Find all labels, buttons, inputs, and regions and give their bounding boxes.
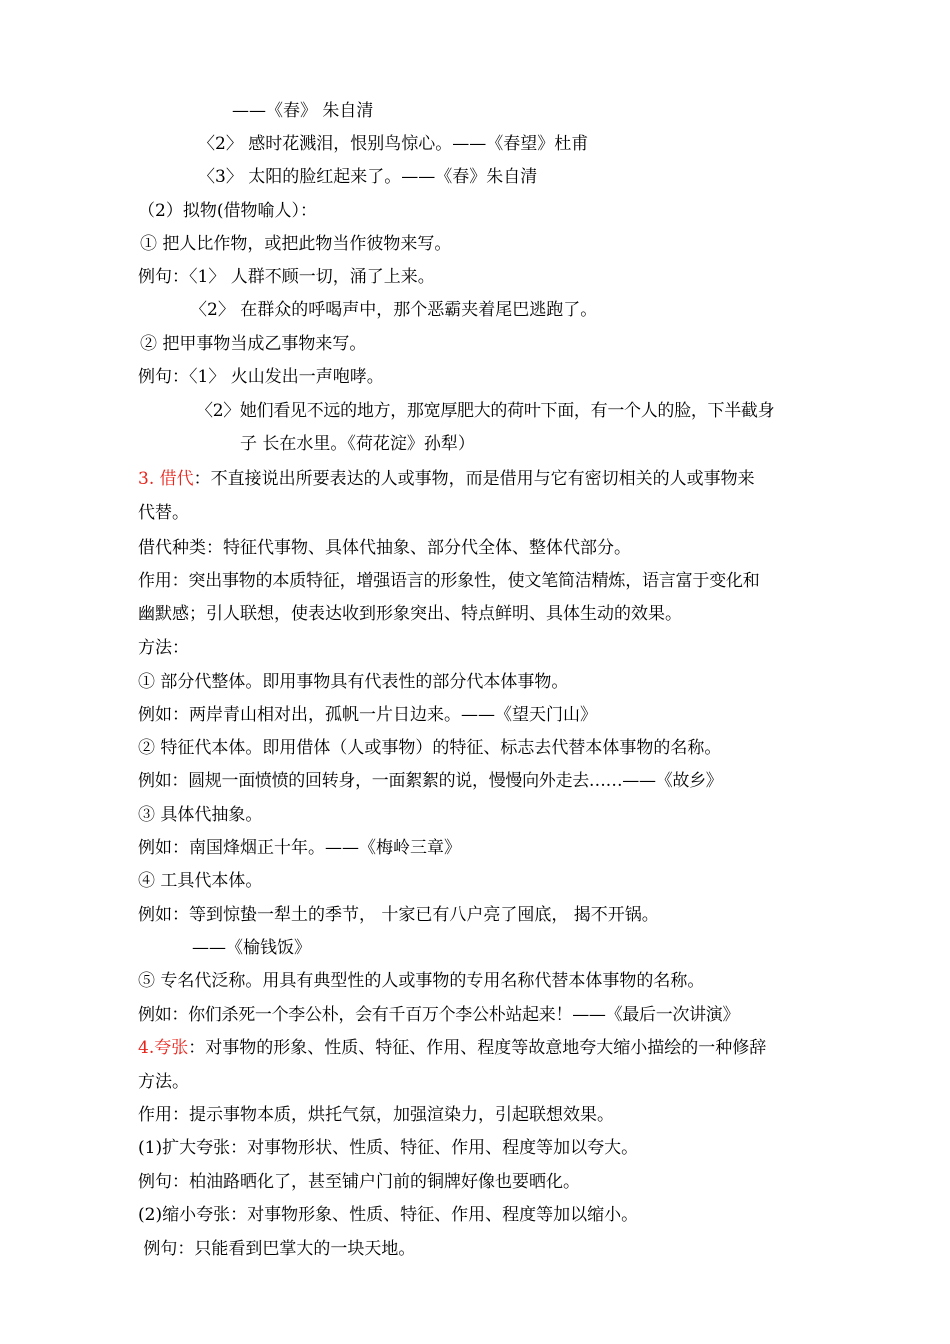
text-line: 借代种类：特征代事物、具体代抽象、部分代全体、整体代部分。 — [138, 538, 631, 558]
section-definition: ：对事物的形象、性质、特征、作用、程度等故意地夸大缩小描绘的一种修辞 — [188, 1038, 767, 1058]
text-line: ⑤ 专名代泛称。用具有典型性的人或事物的专用名称代替本体事物的名称。 — [138, 971, 705, 991]
section-heading-kuazhang — [138, 1037, 766, 1059]
text-line: 作用：提示事物本质，烘托气氛，加强渲染力，引起联想效果。 — [138, 1105, 614, 1125]
text-line: 幽默感；引人联想，使表达收到形象突出、特点鲜明、具体生动的效果。 — [138, 604, 682, 624]
text-line: 例如：圆规一面愤愤的回转身，一面絮絮的说，慢慢向外走去……——《故乡》 — [138, 771, 723, 791]
text-line: 例如：等到惊蛰一犁土的季节， 十家已有八户亮了囤底， 揭不开锅。 — [138, 905, 659, 925]
section-definition: ：不直接说出所要表达的人或事物，而是借用与它有密切相关的人或事物来 — [193, 469, 755, 489]
text-line: 子 长在水里。《荷花淀》孙犁） — [240, 434, 475, 454]
text-line: 方法。 — [138, 1072, 189, 1092]
text-line: 例如：你们杀死一个李公朴，会有千百万个李公朴站起来！——《最后一次讲演》 — [138, 1005, 740, 1025]
text-line: (2)缩小夸张：对事物形象、性质、特征、作用、程度等加以缩小。 — [138, 1205, 639, 1225]
text-line: ——《榆钱饭》 — [192, 938, 311, 958]
text-line: (1)扩大夸张：对事物形状、性质、特征、作用、程度等加以夸大。 — [138, 1138, 639, 1158]
section-label: 4.夸张 — [138, 1038, 189, 1058]
text-line: 作用：突出事物的本质特征，增强语言的形象性，使文笔简洁精炼，语言富于变化和 — [138, 571, 760, 591]
text-line: ② 把甲事物当成乙事物来写。 — [140, 334, 367, 354]
text-line: ——《春》 朱自清 — [232, 101, 374, 121]
text-line: ② 特征代本体。即用借体（人或事物）的特征、标志去代替本体事物的名称。 — [138, 738, 722, 758]
text-line: 例句：柏油路晒化了，甚至铺户门前的铜牌好像也要晒化。 — [138, 1172, 580, 1192]
section-label: 3. 借代 — [138, 469, 194, 489]
text-line: 〈3〉 太阳的脸红起来了。——《春》朱自清 — [198, 167, 538, 187]
text-line: 例句：〈1〉 火山发出一声咆哮。 — [138, 367, 384, 387]
text-line: ④ 工具代本体。 — [138, 871, 263, 891]
text-line: 〈2〉 感时花溅泪，恨别鸟惊心。——《春望》杜甫 — [198, 134, 589, 154]
text-line: 例如：两岸青山相对出，孤帆一片日边来。——《望天门山》 — [138, 705, 597, 725]
text-line: 方法： — [138, 638, 189, 658]
text-line: 例句：只能看到巴掌大的一块天地。 — [138, 1239, 416, 1259]
text-line: （2）拟物(借物喻人）： — [138, 201, 317, 221]
text-line: 〈2〉她们看见不远的地方，那宽厚肥大的荷叶下面，有一个人的脸，下半截身 — [196, 401, 775, 421]
text-line: 例句：〈1〉 人群不顾一切，涌了上来。 — [138, 267, 435, 287]
text-line: 〈2〉 在群众的呼喝声中，那个恶霸夹着尾巴逃跑了。 — [190, 300, 598, 320]
text-line: ① 把人比作物，或把此物当作彼物来写。 — [140, 234, 452, 254]
text-line: ③ 具体代抽象。 — [138, 805, 263, 825]
text-line: ① 部分代整体。即用事物具有代表性的部分代本体事物。 — [138, 672, 569, 692]
text-line: 例如：南国烽烟正十年。——《梅岭三章》 — [138, 838, 461, 858]
section-heading-jiedai — [138, 468, 755, 490]
text-line: 代替。 — [138, 503, 189, 523]
